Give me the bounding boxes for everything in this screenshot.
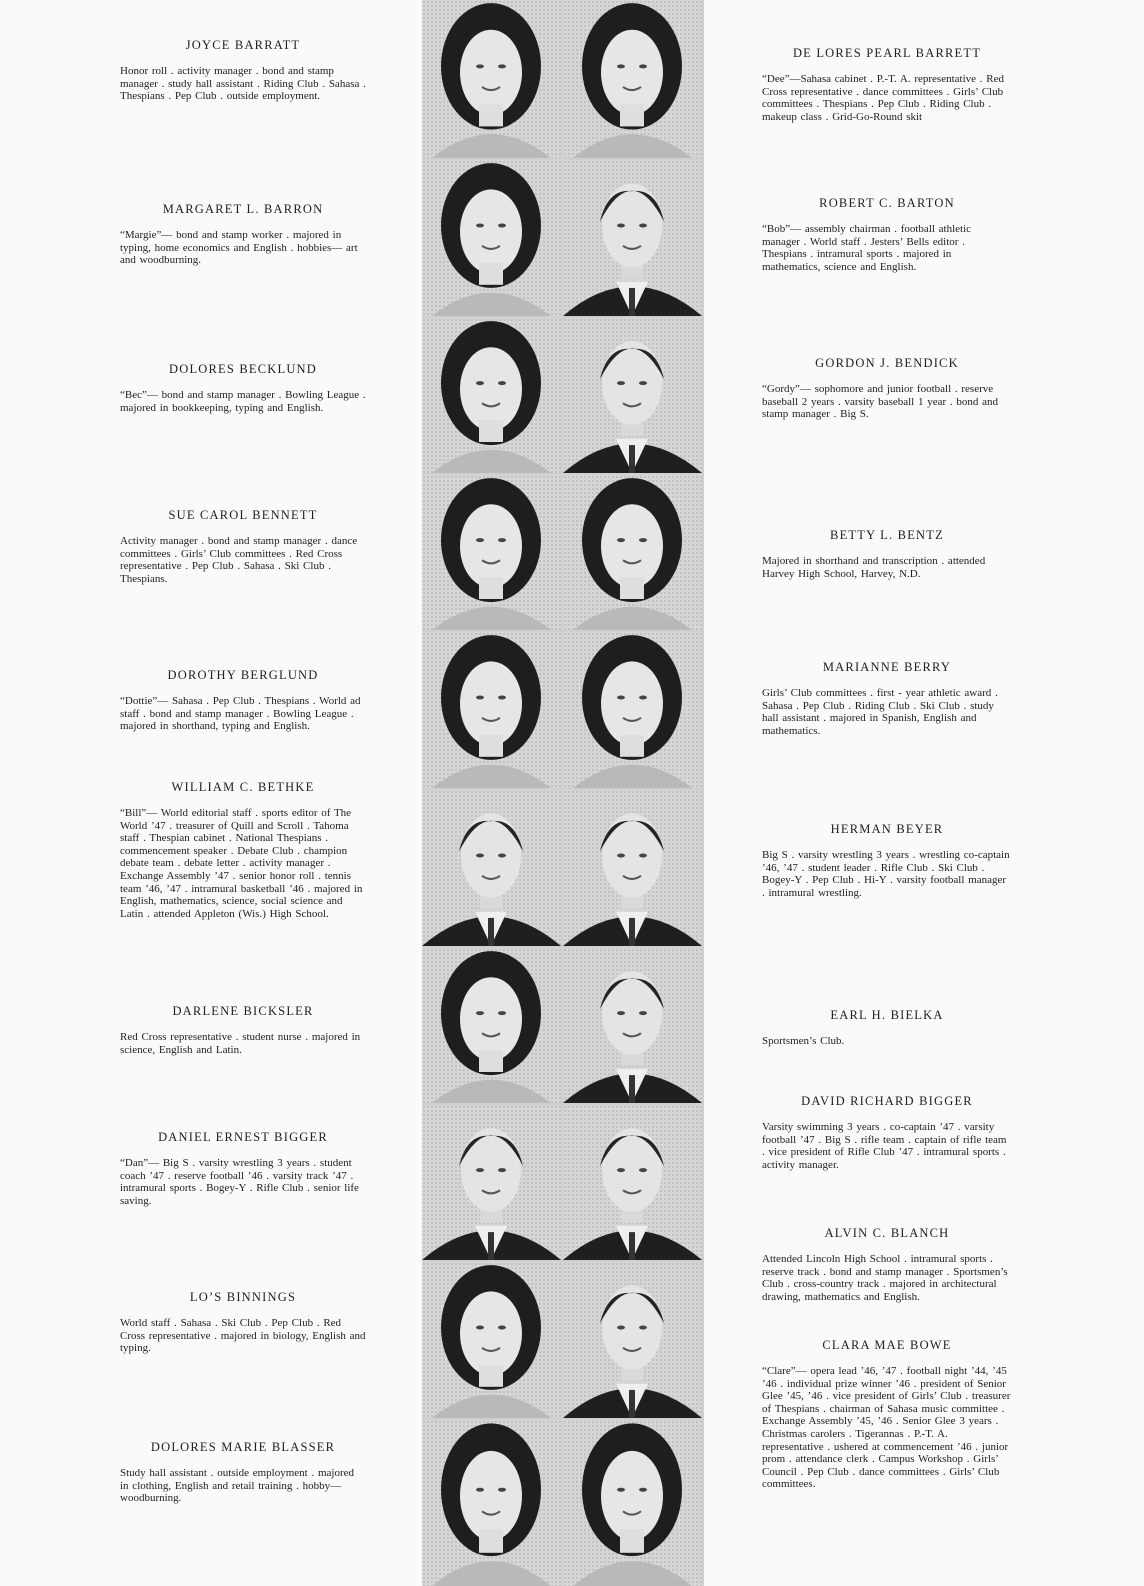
student-entry bbox=[762, 46, 1012, 123]
student-entry bbox=[762, 196, 1012, 273]
student-name: EARL H. BIELKA bbox=[830, 1008, 944, 1022]
student-entry bbox=[120, 780, 366, 920]
student-portrait bbox=[563, 160, 702, 316]
student-name: BETTY L. BENTZ bbox=[830, 528, 944, 542]
student-bio: Red Cross representative . student nurse . majored in science, English and Latin. bbox=[120, 1031, 361, 1056]
student-portrait bbox=[422, 948, 561, 1103]
student-bio: Study hall assistant . outside employment . majored in clothing, English and retail training . hobby— woodburning. bbox=[120, 1467, 354, 1505]
student-name: ALVIN C. BLANCH bbox=[824, 1226, 950, 1240]
student-entry bbox=[762, 1094, 1012, 1171]
student-name: MARGARET L. BARRON bbox=[162, 202, 324, 216]
student-portrait bbox=[422, 1262, 561, 1418]
student-name: DE LORES PEARL BARRETT bbox=[792, 46, 982, 60]
student-bio: “Dee”—Sahasa cabinet . P.-T. A. representative . Red Cross representative . dance committees . Girls’ Club committees . Thespians . Pep Club . Riding Club . makeup class . Grid-Go-Round skit bbox=[762, 73, 1004, 123]
student-bio: “Bob”— assembly chairman . football athletic manager . World staff . Jesters’ Bells editor . Thespians . intramural sports . majored in mathematics, science and English. bbox=[762, 223, 972, 273]
student-name: CLARA MAE BOWE bbox=[822, 1338, 952, 1352]
student-entry bbox=[120, 362, 366, 414]
student-bio: “Clare”— opera lead ’46, ’47 . football night ’44, ’45 ’46 . individual prize winner ’46 . president of Senior Glee ’45, ’46 . vice president of Girls’ Club . treasurer of Thespians . chairman of Sahasa music committee . Exchange Assembly ’45, ’46 . Senior Glee 3 years . Christmas carolers . Tigerannas . P.-T. A. representative . ushered at commencement ’46 . junior prom . attendance clerk . Campus Workshop . Girls’ Council . Pep Club . dance committees . Girls’ Club committees. bbox=[762, 1365, 1011, 1491]
student-name: HERMAN BEYER bbox=[830, 822, 944, 836]
student-entry bbox=[120, 1004, 366, 1056]
student-portrait bbox=[422, 160, 561, 316]
student-entry bbox=[120, 38, 366, 103]
student-name: DANIEL ERNEST BIGGER bbox=[158, 1130, 328, 1144]
student-portrait bbox=[422, 318, 561, 473]
student-bio: “Dan”— Big S . varsity wrestling 3 years . student coach ’47 . reserve football ’46 . varsity track ’47 . intramural sports . Bogey-Y . Rifle Club . senior life saving. bbox=[120, 1157, 359, 1207]
student-portrait bbox=[563, 475, 702, 630]
student-entry bbox=[120, 202, 366, 267]
student-entry bbox=[762, 356, 1012, 421]
student-name: SUE CAROL BENNETT bbox=[168, 508, 318, 522]
student-bio: Attended Lincoln High School . intramural sports . reserve track . bond and stamp manager . Sportsmen’s Club . cross-country track . majored in architectural drawing, mathematics and English. bbox=[762, 1253, 1008, 1303]
student-portrait bbox=[422, 0, 561, 158]
student-name: DARLENE BICKSLER bbox=[172, 1004, 314, 1018]
student-name: ROBERT C. BARTON bbox=[819, 196, 955, 210]
student-portrait bbox=[422, 632, 561, 788]
student-entry bbox=[120, 508, 366, 585]
student-bio: Sportsmen’s Club. bbox=[762, 1035, 845, 1047]
student-name: LO’S BINNINGS bbox=[189, 1290, 297, 1304]
student-name: WILLIAM C. BETHKE bbox=[171, 780, 315, 794]
student-bio: Big S . varsity wrestling 3 years . wrestling co-captain ’46, ’47 . student leader . Rifle Club . Ski Club . Bogey-Y . Pep Club . Hi-Y . varsity football manager . intramural wrestling. bbox=[762, 849, 1010, 899]
student-portrait bbox=[563, 948, 702, 1103]
student-entry bbox=[120, 1290, 366, 1355]
student-entry bbox=[762, 1226, 1012, 1303]
student-portrait bbox=[563, 318, 702, 473]
student-portrait bbox=[563, 1420, 702, 1586]
portrait-photo-strip bbox=[422, 0, 704, 1586]
student-entry bbox=[762, 822, 1012, 899]
student-bio: Girls’ Club committees . first - year athletic award . Sahasa . Pep Club . Riding Club . Ski Club . study hall assistant . majored in Spanish, English and mathematics. bbox=[762, 687, 998, 737]
student-bio: Activity manager . bond and stamp manager . dance committees . Girls’ Club committees . Red Cross representative . Pep Club . Sahasa . Ski Club . Thespians. bbox=[120, 535, 358, 585]
student-name: DAVID RICHARD BIGGER bbox=[801, 1094, 973, 1108]
student-bio: “Margie”— bond and stamp worker . majored in typing, home economics and English . hobbies— art and woodburning. bbox=[120, 229, 358, 267]
student-entry bbox=[120, 668, 366, 733]
student-entry bbox=[120, 1130, 366, 1207]
student-entry bbox=[762, 1008, 1012, 1048]
student-portrait bbox=[422, 1105, 561, 1260]
student-name: GORDON J. BENDICK bbox=[815, 356, 959, 370]
student-portrait bbox=[422, 1420, 561, 1586]
student-bio: “Bill”— World editorial staff . sports editor of The World ’47 . treasurer of Quill and Scroll . Tahoma staff . Thespian cabinet . National Thespians . commencement speaker . Debate Club . champion debate team . debate letter . activity manager . Exchange Assembly ’47 . senior honor roll . tennis team ’46, ’47 . intramural basketball ’46 . majored in English, mathematics, science, social science and Latin . attended Appleton (Wis.) High School. bbox=[120, 807, 363, 920]
student-bio: Varsity swimming 3 years . co-captain ’47 . varsity football ’47 . Big S . rifle team . captain of rifle team . vice president of Rifle Club ’47 . intramural sports . activity manager. bbox=[762, 1121, 1007, 1171]
student-bio: “Gordy”— sophomore and junior football . reserve baseball 2 years . varsity baseball 1 year . bond and stamp manager . Big S. bbox=[762, 383, 999, 421]
student-portrait bbox=[422, 790, 561, 946]
student-bio: Honor roll . activity manager . bond and stamp manager . study hall assistant . Riding Club . Sahasa . Thespians . Pep Club . outside employment. bbox=[120, 65, 366, 103]
student-name: JOYCE BARRATT bbox=[185, 38, 301, 52]
student-portrait bbox=[563, 0, 702, 158]
student-bio: World staff . Sahasa . Ski Club . Pep Club . Red Cross representative . majored in biology, English and typing. bbox=[120, 1317, 366, 1355]
student-name: DOROTHY BERGLUND bbox=[167, 668, 319, 682]
student-entry bbox=[120, 1440, 366, 1505]
student-portrait bbox=[563, 1105, 702, 1260]
student-bio: Majored in shorthand and transcription . attended Harvey High School, Harvey, N.D. bbox=[762, 555, 986, 580]
student-portrait bbox=[563, 1262, 702, 1418]
student-name: DOLORES MARIE BLASSER bbox=[150, 1440, 336, 1454]
student-entry bbox=[762, 528, 1012, 580]
student-portrait bbox=[563, 790, 702, 946]
student-bio: “Dottie”— Sahasa . Pep Club . Thespians . World ad staff . bond and stamp manager . Bowling League . majored in shorthand, typing and English. bbox=[120, 695, 361, 733]
student-entry bbox=[762, 1338, 1012, 1491]
student-name: DOLORES BECKLUND bbox=[168, 362, 318, 376]
student-portrait bbox=[563, 632, 702, 788]
student-entry bbox=[762, 660, 1012, 737]
student-name: MARIANNE BERRY bbox=[822, 660, 952, 674]
student-portrait bbox=[422, 475, 561, 630]
student-bio: “Bec”— bond and stamp manager . Bowling League . majored in bookkeeping, typing and English. bbox=[120, 389, 366, 414]
